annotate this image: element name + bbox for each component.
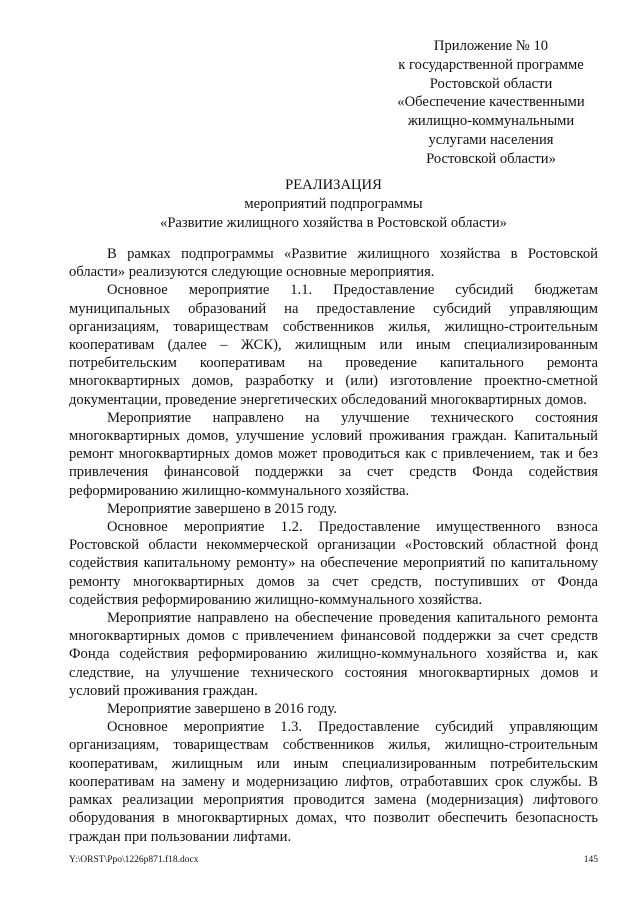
document-subtitle-program: «Развитие жилищного хозяйства в Ростовской области» <box>160 214 507 231</box>
appendix-line: услугами населения <box>428 131 554 148</box>
body-paragraph: Мероприятие направлено на обеспечение проведения капитального ремонта многоквартирных домов с привлечением финансовой поддержки за счет средств Фонда содействия реформированию жилищно-коммунального хозяйства и, как следствие, на улучшение технического состояния многоквартирных домов и условий проживания граждан. <box>69 610 598 699</box>
body-paragraph: Мероприятие завершено в 2015 году. <box>107 500 337 517</box>
page-number: 145 <box>583 855 598 865</box>
appendix-line: жилищно-коммунальными <box>407 113 575 130</box>
appendix-line: Ростовской области» <box>426 150 556 167</box>
appendix-line: Приложение № 10 <box>433 38 549 54</box>
body-paragraph: Основное мероприятие 1.2. Предоставление имущественного взноса Ростовской области некоммерческой организации «Ростовский областной фонд содействия капитальному ремонту» на обеспечение мероприятий по капитальному ремонту многоквартирных домов за счет средств, поступивших от Фонда содействия реформированию жилищно-коммунального хозяйства. <box>69 519 598 608</box>
body-paragraph: Мероприятие направлено на улучшение технического состояния многоквартирных домов, улучшение условий проживания граждан. Капитальный ремонт многоквартирных домов может проводиться как с привлечением, так и без привлечения финансовой поддержки за счет средств Фонда содействия реформированию жилищно-коммунального хозяйства. <box>69 409 598 499</box>
document-title: РЕАЛИЗАЦИЯ <box>285 177 382 193</box>
body-paragraph: Основное мероприятие 1.1. Предоставление субсидий бюджетам муниципальных образований на предоставление субсидий управляющим организациям, товариществам собственников жилья, жилищно-строительным кооперативам (далее – ЖСК), жилищным или иным специализированным потребительским кооперативам на проведение капитального ремонта многоквартирных домов, разработку и (или) изготовление проектно-сметной документации, проведение энергетических обследований многоквартирных домов. <box>69 282 598 408</box>
document-body <box>69 245 598 846</box>
body-paragraph: Мероприятие завершено в 2016 году. <box>107 701 337 718</box>
document-heading <box>69 176 598 232</box>
file-path: Y:\ORST\Ppo\1226p871.f18.docx <box>69 855 199 865</box>
body-paragraph: В рамках подпрограммы «Развитие жилищного хозяйства в Ростовской области» реализуются следующие основные мероприятия. <box>69 246 598 281</box>
appendix-line: «Обеспечение качественными <box>397 94 585 111</box>
appendix-line: к государственной программе <box>398 56 584 73</box>
body-paragraph: Основное мероприятие 1.3. Предоставление субсидий управляющим организациям, товариществам собственников жилья, жилищно-строительным кооперативам, жилищным или иным специализированным потребительским кооперативам на замену и модернизацию лифтов, отработавших срок службы. В рамках реализации мероприятия проводится замена (модернизация) лифтового оборудования в многоквартирных домах, что позволит обеспечить безопасность граждан при пользовании лифтами. <box>69 719 598 845</box>
appendix-line: Ростовской области <box>429 75 553 92</box>
document-subtitle: мероприятий подпрограммы <box>244 195 423 212</box>
appendix-header <box>388 37 594 169</box>
